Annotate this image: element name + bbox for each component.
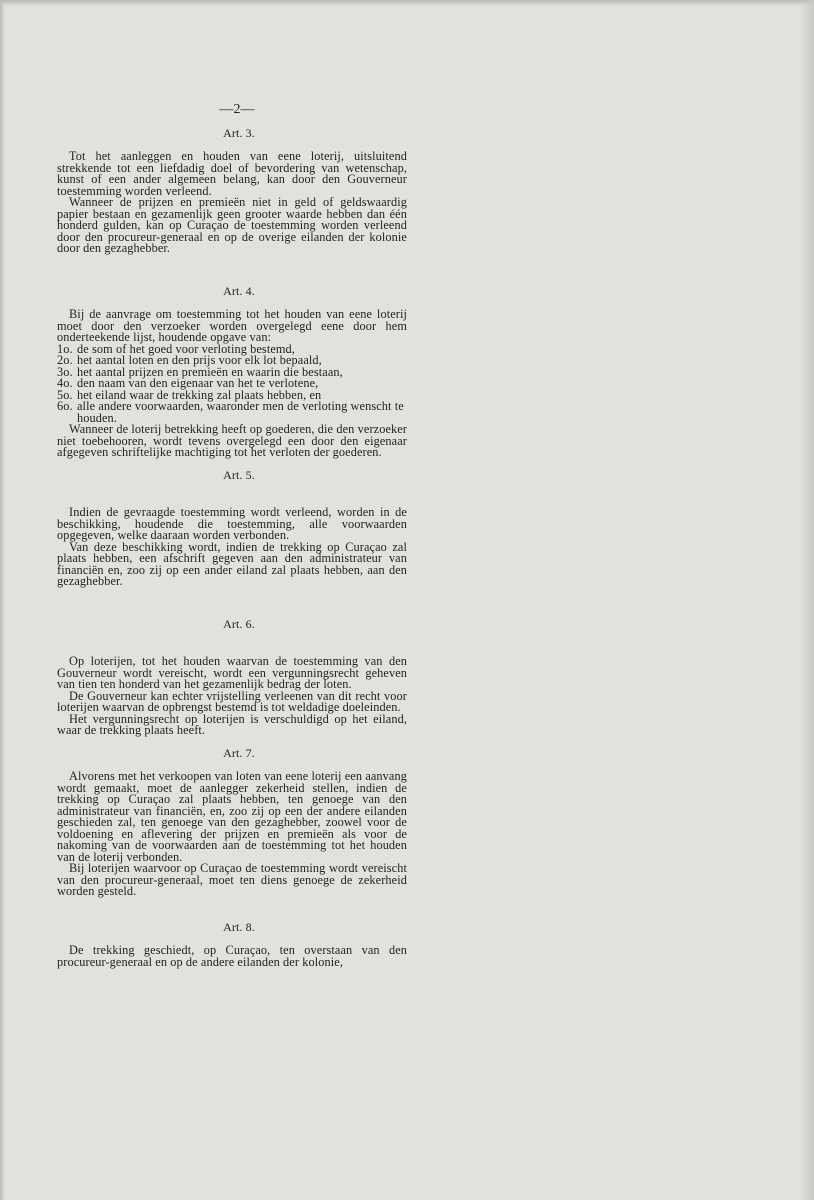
list-item-number: 6o. bbox=[57, 399, 73, 413]
list-item-number: 3o. bbox=[57, 364, 73, 379]
list-item-number: 1o. bbox=[57, 341, 73, 356]
article-5-paragraph-2: Van deze beschikking wordt, indien de trekking op Curaçao zal plaats hebben, een afschrift gegeven aan den administrateur van financiën en, zoo zij op een ander eiland zal plaats hebben, aan den gezaghebber. bbox=[57, 539, 407, 588]
list-item-text: het aantal loten en den prijs voor elk lot bepaald, bbox=[77, 353, 322, 367]
article-4-heading: Art. 4. bbox=[223, 283, 255, 298]
article-5-paragraph-1: Indien de gevraagde toestemming wordt verleend, worden in de beschikking, houdende die toestemming, alle voorwaarden opgegeven, welke daaraan worden verbonden. bbox=[57, 505, 407, 542]
article-5-heading: Art. 5. bbox=[223, 467, 255, 482]
article-3-heading: Art. 3. bbox=[223, 125, 255, 140]
show-through-bleed bbox=[440, 105, 740, 245]
list-item-text: het eiland waar de trekking zal plaats hebben, en bbox=[77, 387, 322, 402]
text-column bbox=[57, 104, 407, 968]
list-item-number: 5o. bbox=[57, 387, 73, 402]
article-6-paragraph-2: De Gouverneur kan echter vrijstelling verleenen van dit recht voor loterijen waarvan de opbrengst bestemd is tot weldadige doeleinden. bbox=[57, 688, 407, 714]
article-8-paragraph-1: De trekking geschiedt, op Curaçao, ten overstaan van den procureur-generaal en op de andere eilanden der kolonie, bbox=[57, 943, 407, 969]
article-3-paragraph-1: Tot het aanleggen en houden van eene loterij, uitsluitend strekkende tot een liefdadig doel of bevordering van wetenschap, kunst of een ander algemeen belang, kan door den Gouverneur toestemming worden verleend. bbox=[57, 149, 407, 198]
article-6-paragraph-3: Het vergunningsrecht op loterijen is verschuldigd op het eiland, waar de trekking plaats heeft. bbox=[57, 711, 407, 737]
list-item-number: 2o. bbox=[57, 353, 73, 367]
article-7-paragraph-1: Alvorens met het verkoopen van loten van eene loterij een aanvang wordt gemaakt, moet de aanlegger zekerheid stellen, indien de trekking op Curaçao zal plaats hebben, ten genoege van den administrateur van financiën, en, zoo zij op een der andere eilanden geschieden zal, ten genoege van den gezaghebber, zoowel voor de voldoening en aflevering der prijzen en premieën als voor de nakoming van de voorwaarden aan de toestemming tot het houden van de loterij verbonden. bbox=[57, 769, 407, 864]
article-7-heading: Art. 7. bbox=[223, 745, 255, 760]
list-item-text: het aantal prijzen en premieën en waarin die bestaan, bbox=[77, 364, 343, 379]
article-4-list-item bbox=[57, 401, 407, 424]
page-number: —2— bbox=[219, 102, 255, 117]
article-6-paragraph-1: Op loterijen, tot het houden waarvan de toestemming van den Gouverneur wordt vereischt, wordt een vergunningsrecht geheven van tien ten honderd van het gezamenlijk bedrag der loten. bbox=[57, 654, 407, 691]
list-item-text: de som of het goed voor verloting bestemd, bbox=[77, 341, 295, 356]
page-edge-shadow bbox=[800, 0, 814, 1200]
article-4-paragraph-1: Wanneer de loterij betrekking heeft op goederen, die den verzoeker niet toebehooren, wordt tevens overgelegd een door den eigenaar afgegeven schriftelijke machtiging tot het verloten der goederen. bbox=[57, 422, 407, 459]
list-item-text: alle andere voorwaarden, waaronder men de verloting wenscht te houden. bbox=[77, 399, 404, 425]
article-8-heading: Art. 8. bbox=[223, 919, 255, 934]
article-7-paragraph-2: Bij loterijen waarvoor op Curaçao de toestemming wordt vereischt van den procureur-generaal, moet ten diens genoege de zekerheid worden gesteld. bbox=[57, 861, 407, 898]
article-6-heading: Art. 6. bbox=[223, 616, 255, 631]
article-3-paragraph-2: Wanneer de prijzen en premieën niet in geld of geldswaardig papier bestaan en gezamenlijk geen grooter waarde hebben dan één honderd gulden, kan op Curaçao de toestemming worden verleend door den procureur-generaal en op de overige eilanden der kolonie door den gezaghebber. bbox=[57, 195, 407, 255]
list-item-text: den naam van den eigenaar van het te verlotene, bbox=[77, 376, 319, 390]
article-4-intro: Bij de aanvrage om toestemming tot het houden van eene loterij moet door den verzoeker worden overgelegd eene door hem onderteekende lijst, houdende opgave van: bbox=[57, 307, 407, 344]
list-item-number: 4o. bbox=[57, 376, 73, 390]
